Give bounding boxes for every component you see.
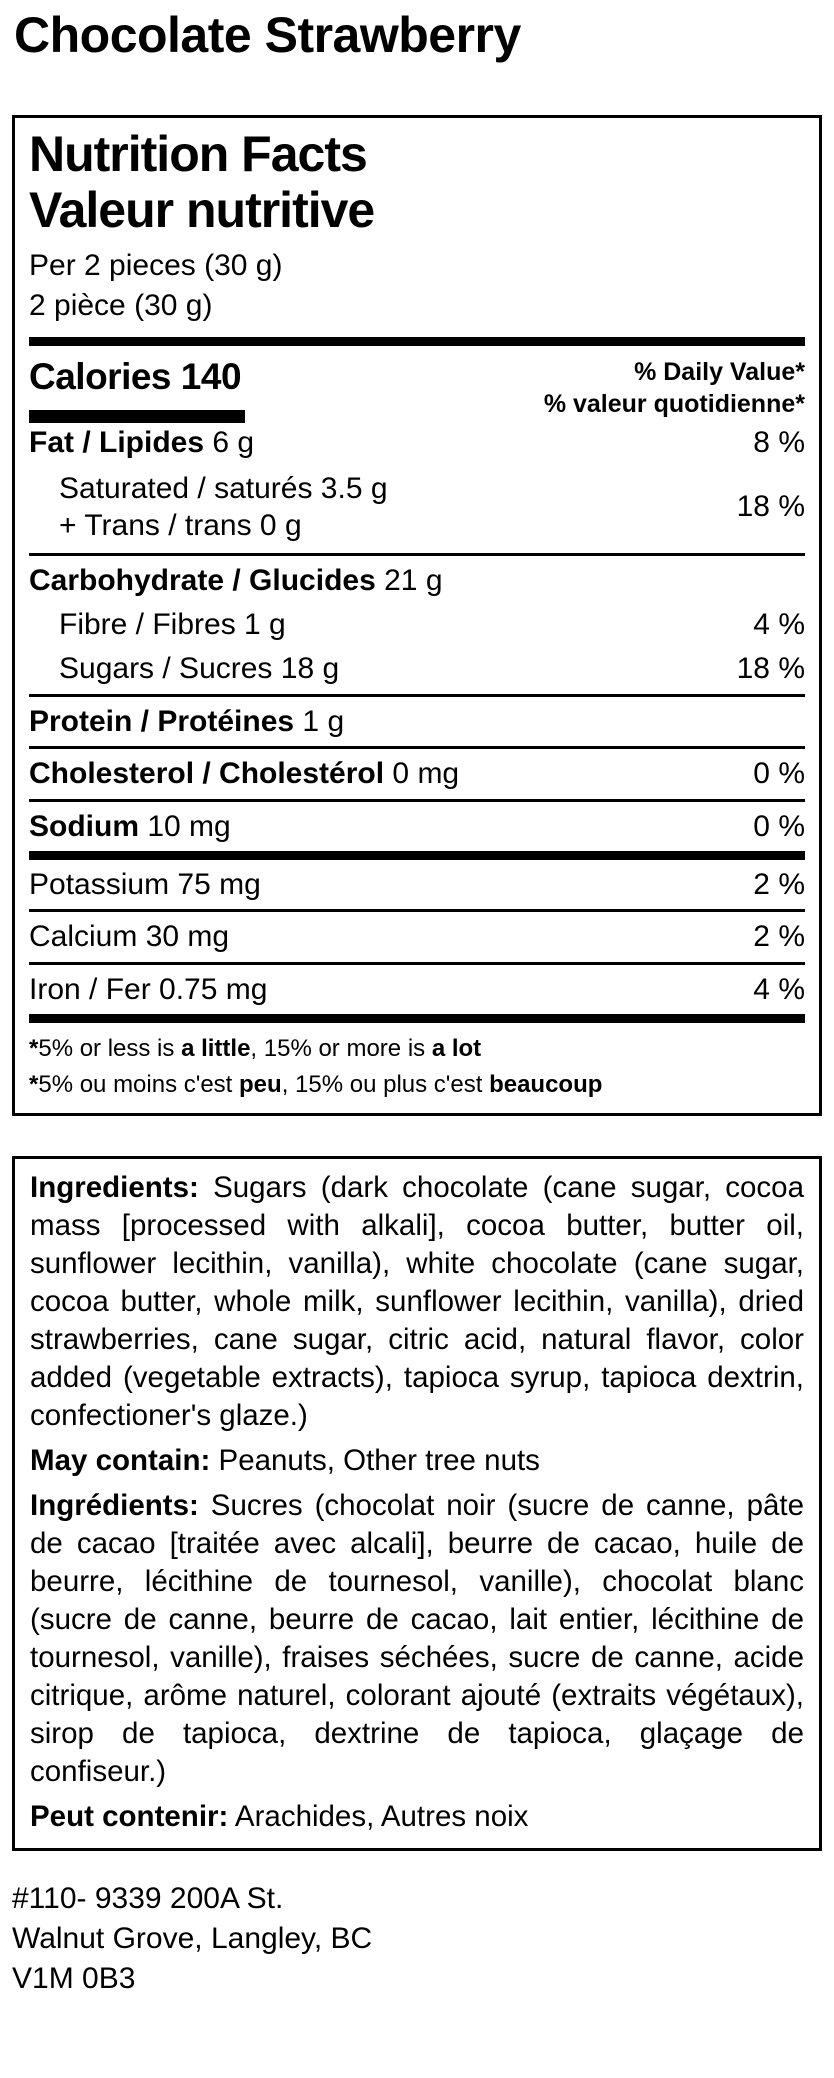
footnote-fr: [29, 1067, 805, 1103]
iron-row: [29, 965, 805, 1014]
address-block: [12, 1879, 834, 1999]
daily-value-footnote: [29, 1031, 805, 1103]
ingredients-en-text: Sugars (dark chocolate (cane sugar, cocoa mass [processed with alkali], cocoa butter, butter oil, sunflower lecithin, vanilla), white chocolate (cane sugar, cocoa butter, whole milk, sunflower lecithin, vanilla), dried strawberries, cane sugar, citric acid, natural flavor, color added (vegetable extracts), tapioca syrup, tapioca dextrin, confectioner's glaze.): [30, 1171, 804, 1433]
footnote-en-star: *: [29, 1035, 39, 1063]
protein-name: Protein / Protéines: [29, 704, 295, 738]
calories-row: [29, 350, 805, 423]
cholesterol-name-amount: [29, 756, 459, 791]
may-contain-label: May contain:: [30, 1444, 211, 1478]
footnote-fr-text1: 5% ou moins c'est: [38, 1071, 240, 1099]
footnote-fr-bold1: peu: [239, 1071, 282, 1099]
footnote-en-text1: 5% or less is: [38, 1035, 182, 1063]
nft-title-fr: Valeur nutritive: [29, 182, 375, 238]
saturated-trans-lines: [29, 470, 388, 545]
fat-dv: 8 %: [753, 426, 805, 460]
nft-heading: [29, 126, 805, 238]
product-title: Chocolate Strawberry: [14, 7, 521, 63]
trans-line: + Trans / trans 0 g: [59, 509, 302, 543]
footnote-en: [29, 1031, 805, 1067]
ingredients-panel: [12, 1156, 822, 1851]
peut-contenir: [30, 1798, 804, 1836]
footnote-en-bold2: a lot: [431, 1035, 482, 1063]
saturated-trans-group: [29, 468, 805, 553]
nft-title-en: Nutrition Facts: [29, 126, 367, 182]
daily-value-header-fr: % valeur quotidienne*: [543, 390, 805, 419]
potassium-name: Potassium 75 mg: [29, 867, 261, 901]
cholesterol-amount: 0 mg: [392, 757, 460, 791]
label-page: [0, 8, 834, 1999]
fat-name: Fat / Lipides: [29, 426, 205, 460]
serving-size: [29, 246, 805, 325]
protein-amount: 1 g: [302, 704, 345, 738]
daily-value-header-en: % Daily Value*: [634, 358, 805, 387]
sodium-amount: 10 mg: [147, 809, 231, 843]
sodium-name: Sodium: [29, 809, 139, 843]
serving-size-en: Per 2 pieces (30 g): [29, 249, 283, 282]
sodium-row: [29, 802, 805, 851]
footnote-fr-text2: , 15% ou plus c'est: [281, 1071, 490, 1099]
peut-contenir-text: Arachides, Autres noix: [234, 1800, 529, 1834]
cholesterol-row: [29, 749, 805, 798]
sodium-dv: 0 %: [753, 809, 805, 843]
calcium-name: Calcium 30 mg: [29, 920, 230, 954]
carbohydrate-name-amount: [29, 563, 443, 598]
carbohydrate-row: [29, 556, 805, 605]
potassium-row: [29, 860, 805, 909]
ingredients-en-label: Ingredients:: [30, 1171, 199, 1205]
address-line-2: Walnut Grove, Langley, BC: [12, 1922, 373, 1956]
calories-underline-bar: [29, 410, 245, 423]
thick-divider-top: [29, 337, 805, 346]
carbohydrate-name: Carbohydrate / Glucides: [29, 563, 376, 597]
fat-amount: 6 g: [212, 426, 255, 460]
ingredients-fr-label: Ingrédients:: [30, 1489, 199, 1523]
calories-label: Calories 140: [29, 356, 242, 398]
thick-divider-bottom: [29, 1014, 805, 1023]
sugars-row: [29, 649, 805, 693]
saturated-line: Saturated / saturés 3.5 g: [59, 471, 388, 505]
serving-size-fr: 2 pièce (30 g): [29, 288, 213, 322]
thick-divider: [29, 851, 805, 860]
protein-name-amount: [29, 704, 344, 739]
ingredients-en: [30, 1169, 804, 1435]
daily-value-header: [544, 356, 805, 420]
saturated-trans-dv: 18 %: [736, 490, 805, 524]
cholesterol-name: Cholesterol / Cholestérol: [29, 757, 385, 791]
sugars-dv: 18 %: [736, 652, 805, 686]
footnote-en-text2: , 15% or more is: [250, 1035, 432, 1063]
may-contain: [30, 1442, 804, 1480]
cholesterol-dv: 0 %: [753, 757, 805, 791]
nutrition-facts-panel: [12, 115, 822, 1116]
iron-dv: 4 %: [753, 972, 805, 1006]
may-contain-text: Peanuts, Other tree nuts: [218, 1444, 540, 1478]
calcium-row: [29, 912, 805, 961]
sodium-name-amount: [29, 809, 231, 844]
sugars-name: Sugars / Sucres 18 g: [59, 652, 340, 686]
fibre-name: Fibre / Fibres 1 g: [59, 607, 286, 641]
fat-name-amount: [29, 425, 254, 460]
potassium-dv: 2 %: [753, 867, 805, 901]
address-line-3: V1M 0B3: [12, 1962, 136, 1996]
carbohydrate-amount: 21 g: [384, 563, 443, 597]
fibre-dv: 4 %: [753, 607, 805, 641]
peut-contenir-label: Peut contenir:: [30, 1800, 229, 1834]
fibre-row: [29, 605, 805, 649]
calcium-dv: 2 %: [753, 920, 805, 954]
iron-name: Iron / Fer 0.75 mg: [29, 972, 268, 1006]
footnote-fr-star: *: [29, 1071, 39, 1099]
footnote-en-bold1: a little: [181, 1035, 251, 1063]
calories-block: [29, 356, 245, 423]
ingredients-fr-text: Sucres (chocolat noir (sucre de canne, pâte de cacao [traitée avec alcali], beurre de cacao, huile de beurre, lécithine de tournesol, vanille), chocolat blanc (sucre de canne, beurre de cacao, lait entier, lécithine de tournesol, vanille), fraises séchées, sucre de canne, acide citrique, arôme naturel, colorant ajouté (extraits végétaux), sirop de tapioca, dextrine de tapioca, glaçage de confiseur.): [30, 1489, 805, 1789]
footnote-fr-bold2: beaucoup: [489, 1071, 603, 1099]
fat-row: [29, 423, 805, 467]
ingredients-fr: [30, 1487, 804, 1791]
address-line-1: #110- 9339 200A St.: [12, 1882, 284, 1916]
protein-row: [29, 697, 805, 746]
